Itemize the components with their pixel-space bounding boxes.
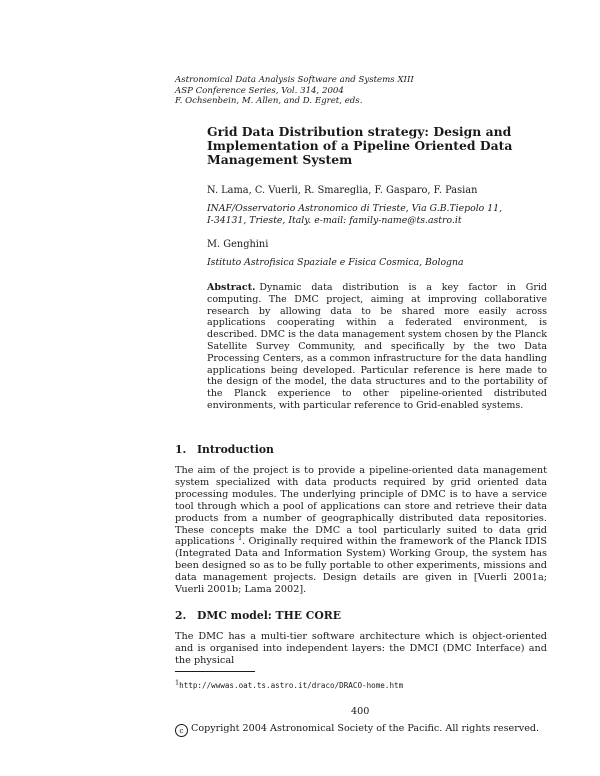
abstract-label: Abstract. bbox=[207, 282, 256, 293]
footnote-url[interactable]: http://wwwas.oat.ts.astro.it/draco/DRACO-home.htm bbox=[179, 681, 404, 690]
series-header bbox=[175, 75, 414, 107]
footnote-mark: 1 bbox=[175, 678, 180, 687]
affiliation-1-line-2: I-34131, Trieste, Italy. e-mail: family-name@ts.astro.it bbox=[207, 215, 462, 226]
author-list: N. Lama, C. Vuerli, R. Smareglia, F. Gasparo, F. Pasian bbox=[207, 185, 478, 196]
section-1-text-after: . Originally required within the framework of the Planck IDIS (Integrated Data and Information System) Working Group, the system has been designed so as to be fully portable to other experiments, missions and data management projects. Design details are given in [Vuerli 2001a; Vuerli 2001b; Lama 2002]. bbox=[175, 536, 547, 596]
section-1-body bbox=[175, 465, 547, 596]
affiliation-1 bbox=[207, 203, 502, 227]
section-2-title: DMC model: THE CORE bbox=[197, 609, 341, 622]
section-1-title: Introduction bbox=[197, 443, 274, 456]
section-2-heading bbox=[175, 609, 341, 622]
section-1-text-before: The aim of the project is to provide a pipeline-oriented data management system specialized with data products required by grid oriented data processing modules. The underlying principle of DMC is to have a service tool through which a pool of applications can store and retrieve their data products from a number of geographically distributed data repositories. These concepts make the DMC a tool particularly suited to data grid applications bbox=[175, 465, 547, 548]
footnote-divider bbox=[175, 671, 255, 672]
section-1-number: 1. bbox=[175, 443, 187, 456]
section-2-body: The DMC has a multi-tier software architecture which is object-oriented and is organised into independent layers: the DMCI (DMC Interface) and the physical bbox=[175, 631, 547, 666]
page-number: 400 bbox=[351, 706, 370, 717]
paper-title: Grid Data Distribution strategy: Design and Implementation of a Pipeline Oriented Data Management System bbox=[207, 124, 513, 167]
series-line-1: Astronomical Data Analysis Software and Systems XIII bbox=[175, 75, 414, 85]
section-1-heading bbox=[175, 443, 274, 456]
affiliation-1-line-1: INAF/Osservatorio Astronomico di Trieste, Via G.B.Tiepolo 11, bbox=[207, 203, 503, 214]
abstract bbox=[207, 282, 547, 412]
affiliation-2: Istituto Astrofisica Spaziale e Fisica Cosmica, Bologna bbox=[207, 257, 464, 268]
abstract-text: Dynamic data distribution is a key factor in Grid computing. The DMC project, aiming at improving collaborative research by allowing data to be shared more easily across applications cooperating within a federated environment, is described. DMC is the data management system chosen by the Planck Satellite Survey Community, and specifically by the two Data Processing Centers, as a common infrastructure for the data handling applications being developed. Particular reference is here made to the design of the model, the data structures and to the portability of the Planck experience to other pipeline-oriented distributed environments, with particular reference to Grid-enabled systems. bbox=[207, 282, 547, 411]
copyright-notice bbox=[175, 723, 539, 737]
footnote bbox=[175, 678, 404, 691]
series-line-3: F. Ochsenbein, M. Allen, and D. Egret, eds. bbox=[175, 96, 363, 107]
copyright-icon: c bbox=[175, 724, 188, 737]
author-2: M. Genghini bbox=[207, 239, 269, 250]
copyright-text: Copyright 2004 Astronomical Society of the Pacific. All rights reserved. bbox=[191, 723, 540, 734]
footnote-reference: 1 bbox=[237, 534, 243, 543]
section-2-number: 2. bbox=[175, 609, 187, 622]
series-line-2: ASP Conference Series, Vol. 314, 2004 bbox=[175, 85, 344, 96]
